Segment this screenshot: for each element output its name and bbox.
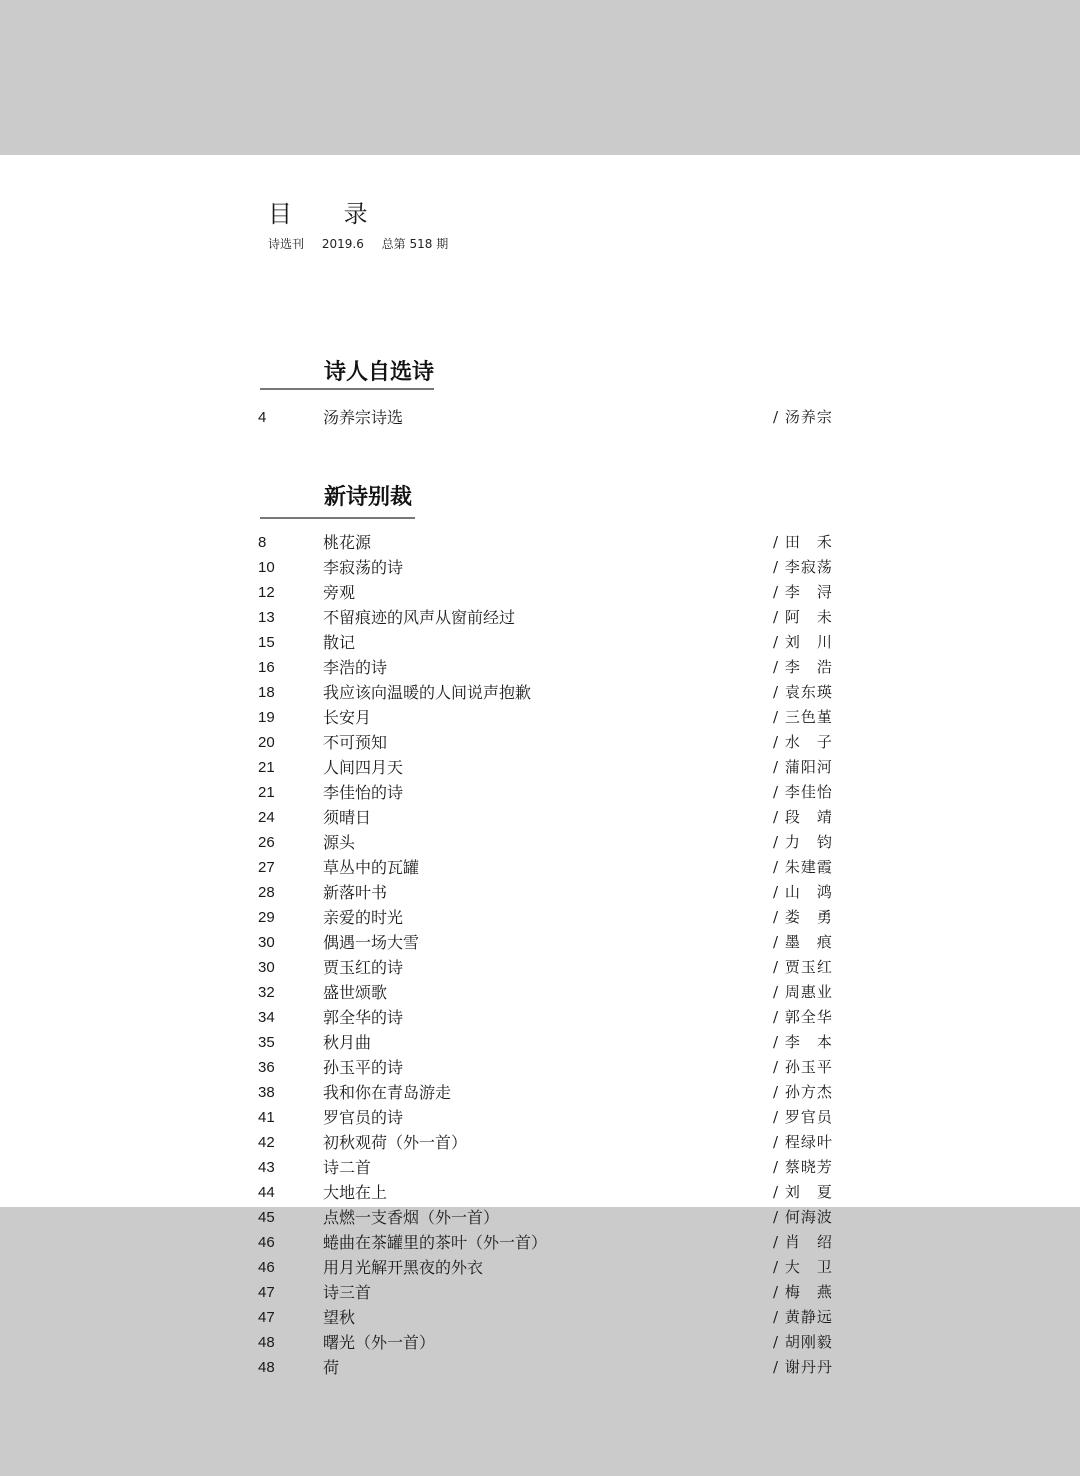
toc-entry[interactable] bbox=[0, 980, 1080, 1005]
page-number: 30 bbox=[258, 934, 275, 951]
toc-entry[interactable] bbox=[0, 405, 1080, 430]
toc-entry[interactable] bbox=[0, 655, 1080, 680]
entry-author: / 程绿叶 bbox=[773, 1133, 833, 1151]
page-number: 26 bbox=[258, 834, 275, 851]
toc-entry[interactable] bbox=[0, 1180, 1080, 1205]
page-number: 24 bbox=[258, 809, 275, 826]
entry-author: / 刘 夏 bbox=[773, 1183, 833, 1201]
toc-entry[interactable] bbox=[0, 905, 1080, 930]
toc-entry[interactable] bbox=[0, 580, 1080, 605]
toc-entry[interactable] bbox=[0, 705, 1080, 730]
page-number: 4 bbox=[258, 409, 267, 426]
entry-author: / 梅 燕 bbox=[773, 1283, 833, 1301]
entry-title: 秋月曲 bbox=[323, 1033, 372, 1052]
page-number: 38 bbox=[258, 1084, 275, 1101]
toc-entry[interactable] bbox=[0, 555, 1080, 580]
toc-entry[interactable] bbox=[0, 955, 1080, 980]
entry-title: 望秋 bbox=[323, 1308, 356, 1327]
section-heading: 诗人自选诗 bbox=[324, 359, 435, 385]
issue-info bbox=[268, 235, 462, 252]
entry-title: 李浩的诗 bbox=[323, 658, 388, 677]
entry-author: / 朱建霞 bbox=[773, 858, 833, 876]
entry-title: 贾玉红的诗 bbox=[323, 958, 404, 977]
toc-entry[interactable] bbox=[0, 930, 1080, 955]
entry-title: 罗官员的诗 bbox=[323, 1108, 404, 1127]
entry-title: 须晴日 bbox=[323, 808, 372, 827]
entry-title: 亲爱的时光 bbox=[323, 908, 404, 927]
toc-entry[interactable] bbox=[0, 1030, 1080, 1055]
toc-entry[interactable] bbox=[0, 880, 1080, 905]
page-number: 41 bbox=[258, 1109, 275, 1126]
entry-author: / 李寂荡 bbox=[773, 558, 833, 576]
entry-author: / 周惠业 bbox=[773, 983, 833, 1001]
page-number: 35 bbox=[258, 1034, 275, 1051]
section-rule bbox=[260, 388, 434, 390]
entry-title: 诗三首 bbox=[323, 1283, 372, 1302]
entry-title: 不可预知 bbox=[323, 733, 388, 752]
issue-number: 2019.6 bbox=[321, 237, 364, 251]
entry-title: 诗二首 bbox=[323, 1158, 372, 1177]
entry-author: / 罗官员 bbox=[773, 1108, 833, 1126]
entry-author: / 蒲阳河 bbox=[773, 758, 833, 776]
entry-title: 不留痕迹的风声从窗前经过 bbox=[323, 608, 516, 627]
toc-entry[interactable] bbox=[0, 805, 1080, 830]
page-number: 12 bbox=[258, 584, 275, 601]
page-number: 16 bbox=[258, 659, 275, 676]
toc-entry[interactable] bbox=[0, 1105, 1080, 1130]
entry-author: / 山 鸿 bbox=[773, 883, 833, 901]
toc-entry[interactable] bbox=[0, 1305, 1080, 1330]
toc-entry[interactable] bbox=[0, 1155, 1080, 1180]
entry-title: 桃花源 bbox=[323, 533, 372, 552]
page-number: 36 bbox=[258, 1059, 275, 1076]
entry-title: 盛世颂歌 bbox=[323, 983, 388, 1002]
entry-title: 草丛中的瓦罐 bbox=[323, 858, 420, 877]
page-number: 19 bbox=[258, 709, 275, 726]
page-number: 42 bbox=[258, 1134, 275, 1151]
page-number: 32 bbox=[258, 984, 275, 1001]
entry-title: 我应该向温暖的人间说声抱歉 bbox=[323, 683, 532, 702]
entry-author: / 段 靖 bbox=[773, 808, 833, 826]
page-number: 20 bbox=[258, 734, 275, 751]
page-number: 27 bbox=[258, 859, 275, 876]
entry-author: / 胡刚毅 bbox=[773, 1333, 833, 1351]
entry-author: / 孙方杰 bbox=[773, 1083, 833, 1101]
toc-title: 目 录 bbox=[268, 200, 390, 228]
entry-author: / 大 卫 bbox=[773, 1258, 833, 1276]
entry-title: 郭全华的诗 bbox=[323, 1008, 404, 1027]
entry-title: 人间四月天 bbox=[323, 758, 404, 777]
page-number: 13 bbox=[258, 609, 275, 626]
entry-author: / 汤养宗 bbox=[773, 408, 833, 426]
entry-author: / 何海波 bbox=[773, 1208, 833, 1226]
entry-author: / 谢丹丹 bbox=[773, 1358, 833, 1376]
entry-author: / 力 钧 bbox=[773, 833, 833, 851]
page-number: 21 bbox=[258, 784, 275, 801]
entry-title: 旁观 bbox=[323, 583, 356, 602]
entry-author: / 李 浩 bbox=[773, 658, 833, 676]
entry-author: / 郭全华 bbox=[773, 1008, 833, 1026]
toc-entry[interactable] bbox=[0, 1055, 1080, 1080]
entry-title: 蜷曲在茶罐里的茶叶（外一首） bbox=[323, 1233, 548, 1252]
toc-entry[interactable] bbox=[0, 1355, 1080, 1380]
entry-author: / 黄静远 bbox=[773, 1308, 833, 1326]
entry-author: / 刘 川 bbox=[773, 633, 833, 651]
entry-author: / 三色堇 bbox=[773, 708, 833, 726]
entry-title: 散记 bbox=[323, 633, 356, 652]
section-heading: 新诗别裁 bbox=[324, 484, 413, 510]
entry-title: 偶遇一场大雪 bbox=[323, 933, 420, 952]
toc-entry[interactable] bbox=[0, 830, 1080, 855]
page-number: 21 bbox=[258, 759, 275, 776]
page-number: 34 bbox=[258, 1009, 275, 1026]
entry-title: 李佳怡的诗 bbox=[323, 783, 404, 802]
entry-author: / 袁东瑛 bbox=[773, 683, 833, 701]
page-number: 45 bbox=[258, 1209, 275, 1226]
entry-author: / 田 禾 bbox=[773, 533, 833, 551]
entry-author: / 孙玉平 bbox=[773, 1058, 833, 1076]
entry-title: 初秋观荷（外一首） bbox=[323, 1133, 468, 1152]
entry-author: / 阿 未 bbox=[773, 608, 833, 626]
page-number: 29 bbox=[258, 909, 275, 926]
page-number: 15 bbox=[258, 634, 275, 651]
entry-title: 点燃一支香烟（外一首） bbox=[323, 1208, 500, 1227]
toc-entry[interactable] bbox=[0, 1230, 1080, 1255]
entry-title: 大地在上 bbox=[323, 1183, 388, 1202]
entry-title: 长安月 bbox=[323, 708, 372, 727]
entry-title: 我和你在青岛游走 bbox=[323, 1083, 452, 1102]
entry-title: 孙玉平的诗 bbox=[323, 1058, 404, 1077]
entry-author: / 水 子 bbox=[773, 733, 833, 751]
page-number: 47 bbox=[258, 1284, 275, 1301]
entry-title: 新落叶书 bbox=[323, 883, 388, 902]
entry-author: / 肖 绍 bbox=[773, 1233, 833, 1251]
toc-entry[interactable] bbox=[0, 1255, 1080, 1280]
toc-entry[interactable] bbox=[0, 605, 1080, 630]
page-number: 47 bbox=[258, 1309, 275, 1326]
entry-author: / 李 浔 bbox=[773, 583, 833, 601]
page-number: 30 bbox=[258, 959, 275, 976]
page-number: 43 bbox=[258, 1159, 275, 1176]
entry-title: 荷 bbox=[323, 1358, 340, 1377]
page-number: 8 bbox=[258, 534, 267, 551]
toc-entry[interactable] bbox=[0, 780, 1080, 805]
toc-entry[interactable] bbox=[0, 1080, 1080, 1105]
page-number: 46 bbox=[258, 1234, 275, 1251]
toc-entry[interactable] bbox=[0, 1330, 1080, 1355]
page-number: 48 bbox=[258, 1359, 275, 1376]
toc-entry[interactable] bbox=[0, 1205, 1080, 1230]
entry-title: 源头 bbox=[323, 833, 356, 852]
toc-entry[interactable] bbox=[0, 1280, 1080, 1305]
page-number: 48 bbox=[258, 1334, 275, 1351]
entry-author: / 娄 勇 bbox=[773, 908, 833, 926]
entry-title: 用月光解开黑夜的外衣 bbox=[323, 1258, 484, 1277]
toc-entry[interactable] bbox=[0, 530, 1080, 555]
entry-author: / 贾玉红 bbox=[773, 958, 833, 976]
journal-name: 诗选刊 bbox=[268, 237, 305, 251]
entry-author: / 李佳怡 bbox=[773, 783, 833, 801]
page-number: 46 bbox=[258, 1259, 275, 1276]
entry-author: / 蔡晓芳 bbox=[773, 1158, 833, 1176]
toc-entry[interactable] bbox=[0, 755, 1080, 780]
section-rule bbox=[260, 517, 415, 519]
toc-entry[interactable] bbox=[0, 1005, 1080, 1030]
page-number: 18 bbox=[258, 684, 275, 701]
entry-author: / 墨 痕 bbox=[773, 933, 833, 951]
top-gray-band bbox=[0, 0, 1080, 155]
entry-author: / 李 本 bbox=[773, 1033, 833, 1051]
page-number: 44 bbox=[258, 1184, 275, 1201]
page-number: 10 bbox=[258, 559, 275, 576]
total-issue: 总第 518 期 bbox=[381, 237, 449, 251]
entry-title: 李寂荡的诗 bbox=[323, 558, 404, 577]
entry-title: 曙光（外一首） bbox=[323, 1333, 436, 1352]
toc-entry[interactable] bbox=[0, 680, 1080, 705]
toc-entry[interactable] bbox=[0, 1130, 1080, 1155]
toc-entry[interactable] bbox=[0, 730, 1080, 755]
toc-entry[interactable] bbox=[0, 630, 1080, 655]
page-number: 28 bbox=[258, 884, 275, 901]
toc-entry[interactable] bbox=[0, 855, 1080, 880]
entry-title: 汤养宗诗选 bbox=[323, 408, 404, 427]
